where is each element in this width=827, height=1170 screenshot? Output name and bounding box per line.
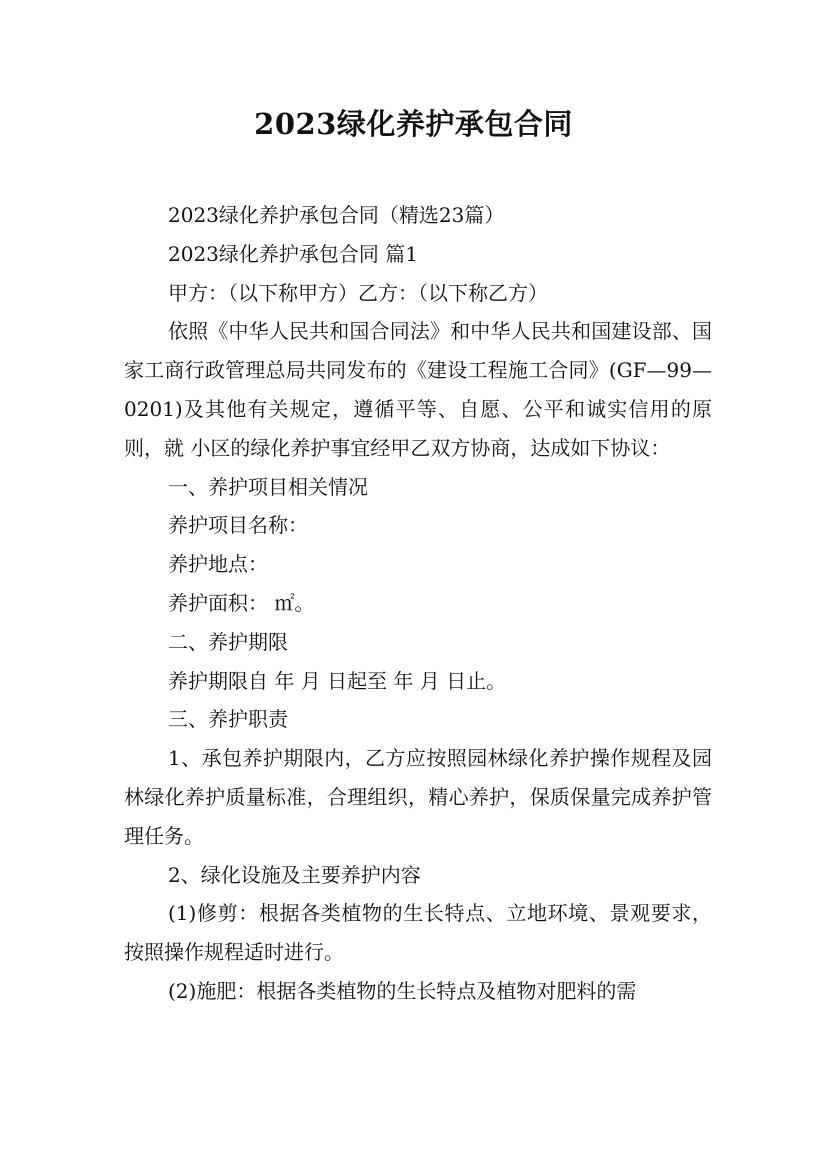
paragraph: 三、养护职责 — [168, 707, 288, 732]
paragraph: 依照《中华人民共和国合同法》和中华人民共和国建设部、国家工商行政管理总局共同发布的《建设工程施工合同》(GF—99—0201)及其他有关规定，遵循平等、自愿、公平和诚实信用的原则，就 小区的绿化养护事宜经甲乙双方协商，达成如下协议： — [124, 319, 712, 460]
document-body — [124, 196, 712, 1011]
paragraph: 2、绿化设施及主要养护内容 — [168, 862, 421, 887]
paragraph: 养护地点： — [168, 552, 268, 577]
paragraph: 2023绿化养护承包合同 篇1 — [168, 241, 418, 266]
paragraph: (1)修剪：根据各类植物的生长特点、立地环境、景观要求，按照操作规程适时进行。 — [124, 901, 712, 965]
document-title: 2023绿化养护承包合同 — [254, 107, 573, 141]
paragraph: 甲方：（以下称甲方）乙方：（以下称乙方） — [168, 280, 548, 305]
paragraph: 1、承包养护期限内，乙方应按照园林绿化养护操作规程及园林绿化养护质量标准，合理组织，精心养护，保质保量完成养护管理任务。 — [124, 746, 712, 848]
paragraph: 一、养护项目相关情况 — [168, 474, 368, 499]
paragraph: 养护面积： ㎡。 — [168, 590, 315, 615]
paragraph: 养护期限自 年 月 日起至 年 月 日止。 — [168, 668, 507, 693]
paragraph: (2)施肥：根据各类植物的生长特点及植物对肥料的需 — [168, 978, 637, 1003]
paragraph: 二、养护期限 — [168, 629, 288, 654]
paragraph: 养护项目名称： — [168, 513, 308, 538]
paragraph: 2023绿化养护承包合同（精选23篇） — [168, 203, 505, 227]
